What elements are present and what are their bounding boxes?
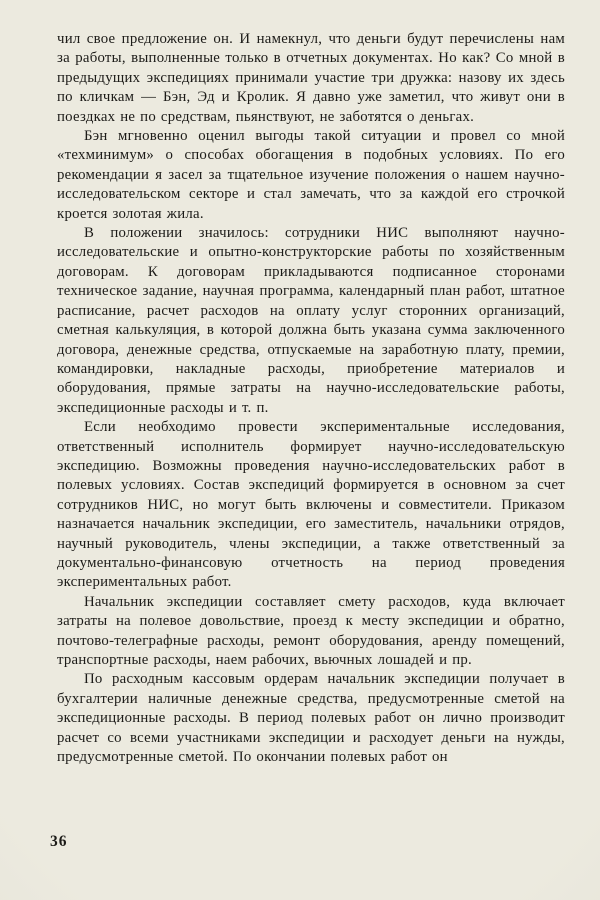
page-number: 36 bbox=[50, 833, 68, 850]
paragraph: чил свое предложение он. И намекнул, что деньги будут перечислены нам за работы, выполненные только в отчетных документах. Но как? Со мной в предыдущих экспедициях принимали участие три дружка: назову их здесь по кличкам — Бэн, Эд и Кролик. Я давно уже заметил, что живут они в поездках не по средствам, пьянствуют, не заботятся о деньгах. bbox=[57, 31, 565, 125]
page-text-block bbox=[57, 30, 565, 767]
paragraph: По расходным кассовым ордерам начальник экспедиции получает в бухгалтерии наличные денежные средства, предусмотренные сметой на экспедиционные расходы. В период полевых работ он лично производит расчет со всеми участниками экспедиции и расходует деньги на нужды, предусмотренные сметой. По окончании полевых работ он bbox=[57, 671, 565, 766]
paragraph: В положении значилось: сотрудники НИС выполняют научно-исследовательские и опытно-конструкторские работы по хозяйственным договорам. К договорам прикладываются подписанное сторонами техническое задание, научная программа, календарный план работ, штатное расписание, расчет расходов на оплату услуг сторонних организаций, сметная калькуляция, в которой должна быть указана сумма заключенного договора, денежные средства, отпускаемые на заработную плату, премии, командировки, накладные расходы, приобретение материалов и оборудования, прямые затраты на научно-исследовательские работы, экспедиционные расходы и т. п. bbox=[57, 225, 565, 416]
paragraph: Бэн мгновенно оценил выгоды такой ситуации и провел со мной «техминимум» о способах обогащения в подобных условиях. По его рекомендации я засел за тщательное изучение положения о нашем научно-исследовательском секторе и стал замечать, что за каждой его строчкой кроется золотая жила. bbox=[57, 128, 565, 222]
paragraph: Начальник экспедиции составляет смету расходов, куда включает затраты на полевое довольствие, проезд к месту экспедиции и обратно, почтово-телеграфные расходы, ремонт оборудования, аренду помещений, транспортные расходы, наем рабочих, вьючных лошадей и пр. bbox=[57, 593, 565, 668]
paragraph: Если необходимо провести экспериментальные исследования, ответственный исполнитель формирует научно-исследовательскую экспедицию. Возможны проведения научно-исследовательских работ в полевых условиях. Состав экспедиций формируется в основном за счет сотрудников НИС, но могут быть включены и совместители. Приказом назначается начальник экспедиции, его заместитель, начальники отрядов, научный руководитель, члены экспедиции, а также ответственный за документально-финансовую отчетность на период проведения экспериментальных работ. bbox=[57, 419, 565, 591]
